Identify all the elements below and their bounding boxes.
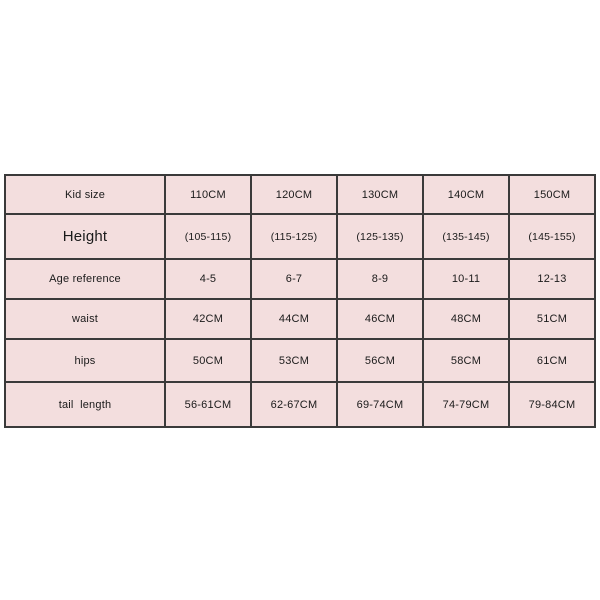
table-cell: (135-145) <box>423 214 509 259</box>
table-cell: 74-79CM <box>423 382 509 427</box>
table-cell: 4-5 <box>165 259 251 299</box>
table-row-hips <box>5 339 595 382</box>
table-cell: 10-11 <box>423 259 509 299</box>
row-label: Height <box>5 214 165 259</box>
table-row-tail-length <box>5 382 595 427</box>
table-cell: 44CM <box>251 299 337 339</box>
table-row-waist <box>5 299 595 339</box>
table-cell: 69-74CM <box>337 382 423 427</box>
table-row-age-reference <box>5 259 595 299</box>
table-row-kid-size <box>5 175 595 214</box>
row-label: hips <box>5 339 165 382</box>
table-cell: 58CM <box>423 339 509 382</box>
table-cell: 12-13 <box>509 259 595 299</box>
table-cell: (115-125) <box>251 214 337 259</box>
table-cell: 79-84CM <box>509 382 595 427</box>
size-chart-table <box>4 174 596 428</box>
table-cell: 51CM <box>509 299 595 339</box>
row-label: Kid size <box>5 175 165 214</box>
table-cell: 6-7 <box>251 259 337 299</box>
table-cell: 130CM <box>337 175 423 214</box>
table-row-height <box>5 214 595 259</box>
table-cell: 56CM <box>337 339 423 382</box>
table-cell: (145-155) <box>509 214 595 259</box>
table-cell: 48CM <box>423 299 509 339</box>
table-cell: 46CM <box>337 299 423 339</box>
table-cell: 53CM <box>251 339 337 382</box>
table-cell: 42CM <box>165 299 251 339</box>
table-cell: 8-9 <box>337 259 423 299</box>
table-cell: 50CM <box>165 339 251 382</box>
table-cell: (105-115) <box>165 214 251 259</box>
table-cell: 61CM <box>509 339 595 382</box>
table-cell: 62-67CM <box>251 382 337 427</box>
row-label: tail length <box>5 382 165 427</box>
table-cell: 150CM <box>509 175 595 214</box>
table-cell: 56-61CM <box>165 382 251 427</box>
table-cell: (125-135) <box>337 214 423 259</box>
row-label: Age reference <box>5 259 165 299</box>
row-label: waist <box>5 299 165 339</box>
table-cell: 140CM <box>423 175 509 214</box>
table-cell: 120CM <box>251 175 337 214</box>
table-cell: 110CM <box>165 175 251 214</box>
